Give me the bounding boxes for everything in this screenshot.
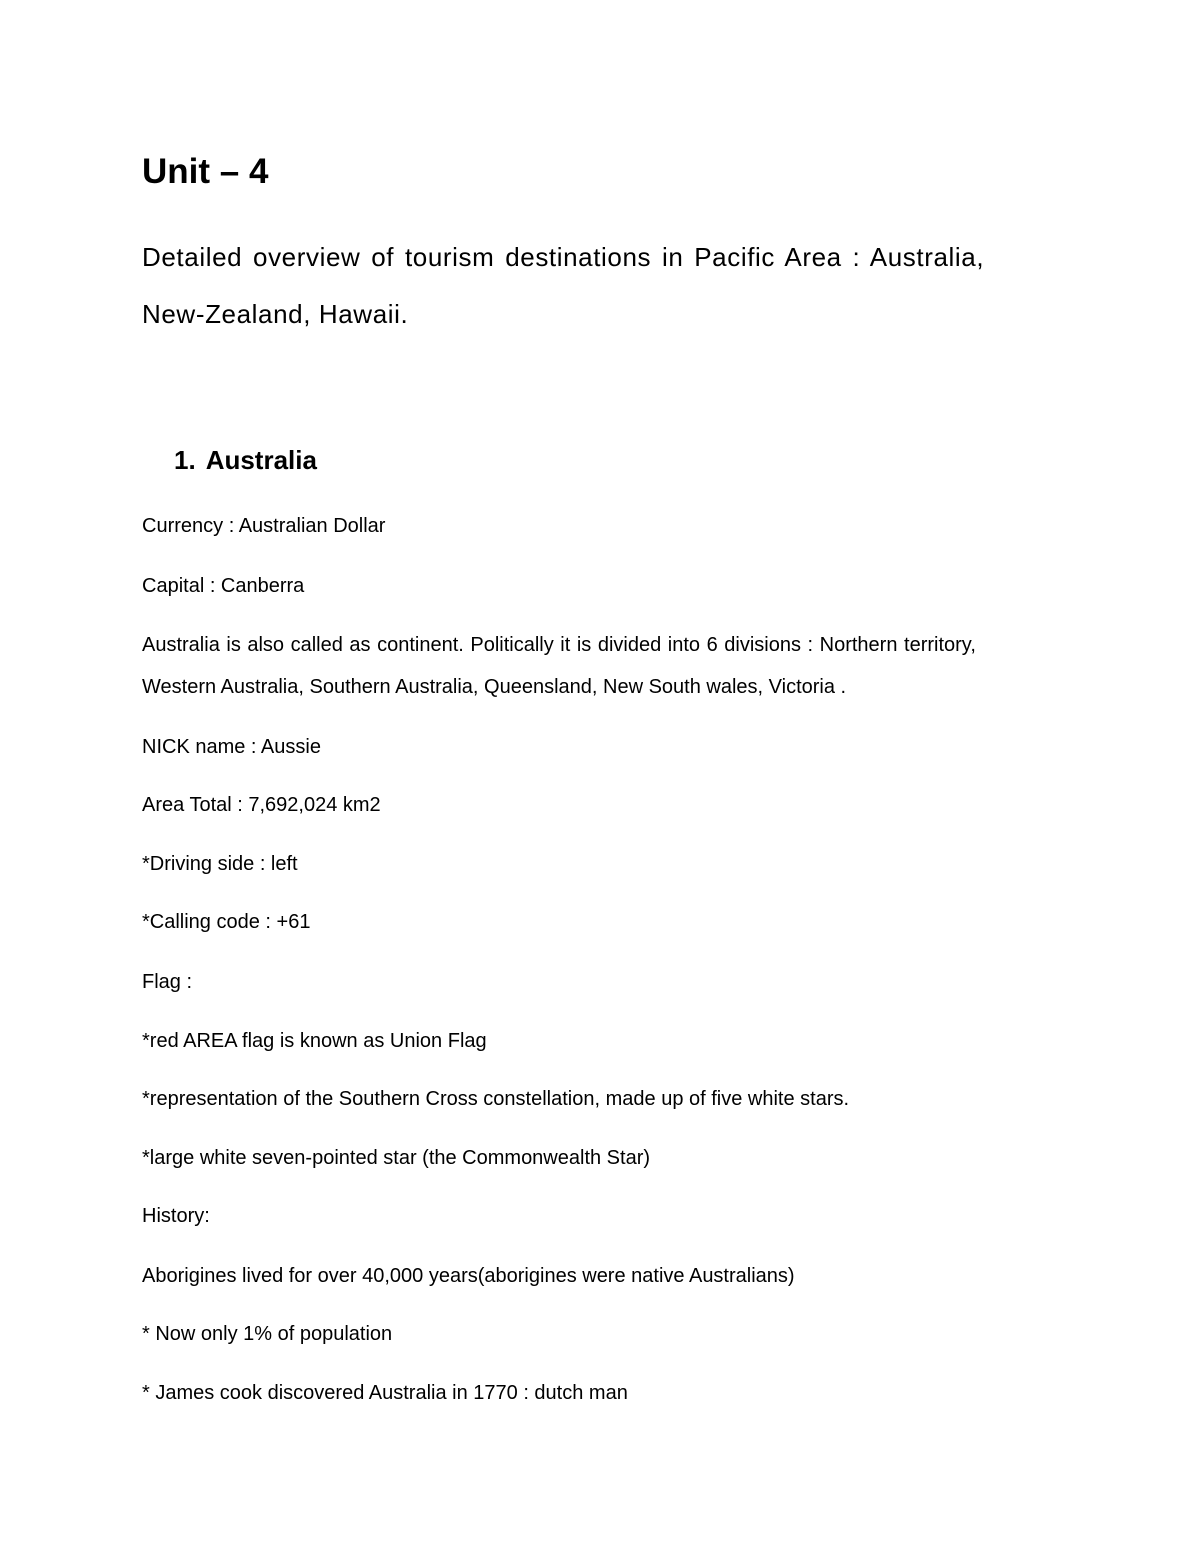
- history-note-1: Aborigines lived for over 40,000 years(aborigines were native Australians): [142, 1265, 795, 1287]
- flag-note-2: *representation of the Southern Cross constellation, made up of five white stars.: [142, 1088, 850, 1110]
- overview-line-1: Detailed overview of tourism destinations in Pacific Area : Australia,: [142, 242, 985, 272]
- history-note-3: * James cook discovered Australia in 1770 : dutch man: [142, 1382, 628, 1404]
- description-line-2: Western Australia, Southern Australia, Queensland, New South wales, Victoria .: [142, 676, 847, 698]
- flag-note-1: *red AREA flag is known as Union Flag: [142, 1030, 487, 1052]
- driving-side-line: *Driving side : left: [142, 853, 298, 875]
- history-note-2: * Now only 1% of population: [142, 1323, 393, 1345]
- currency-line: Currency : Australian Dollar: [142, 515, 386, 537]
- history-label: History:: [142, 1205, 210, 1227]
- nickname-line: NICK name : Aussie: [142, 736, 321, 758]
- section-heading-australia: [174, 447, 317, 473]
- section-title: Australia: [205, 445, 317, 475]
- flag-note-3: *large white seven-pointed star (the Commonwealth Star): [142, 1147, 651, 1169]
- flag-label: Flag :: [142, 971, 193, 993]
- overview-line-2: New-Zealand, Hawaii.: [142, 299, 409, 329]
- area-line: Area Total : 7,692,024 km2: [142, 794, 381, 816]
- page-title: Unit – 4: [142, 152, 269, 191]
- description-line-1: Australia is also called as continent. Politically it is divided into 6 divisions : Northern territory,: [142, 634, 976, 656]
- calling-code-line: *Calling code : +61: [142, 911, 311, 933]
- capital-line: Capital : Canberra: [142, 575, 305, 597]
- section-number: 1.: [174, 445, 196, 475]
